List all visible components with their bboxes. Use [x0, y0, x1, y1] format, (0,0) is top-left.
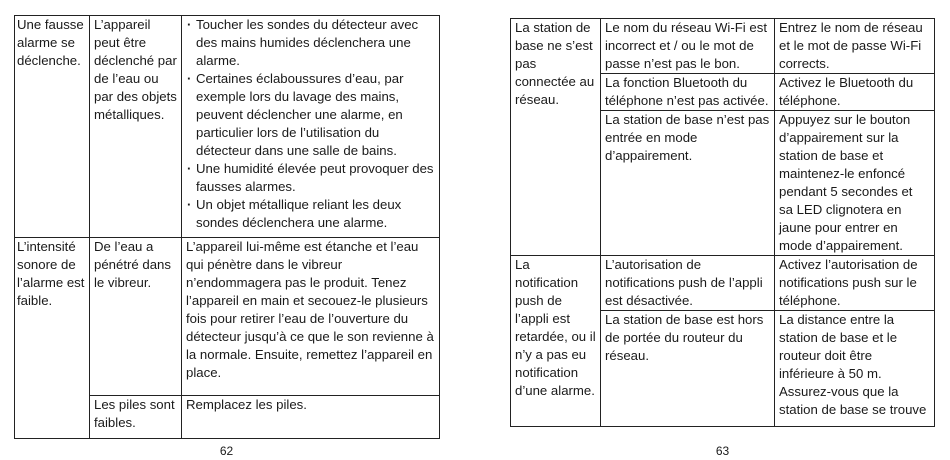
solution-text: Activez l’autorisation de notifications push sur le téléphone. [779, 257, 918, 308]
page-number: 63 [715, 444, 730, 458]
symptom-text: L’intensité sonore de l’alarme est faible. [17, 239, 85, 308]
solution-text: La distance entre la station de base et le routeur doit être inférieure à 50 m. Assurez-vous que la station de base se trouve [779, 312, 927, 417]
solution-cell [775, 256, 935, 311]
solution-cell [182, 238, 440, 396]
table-row [511, 19, 935, 74]
table-row [15, 238, 440, 396]
solution-text: L’appareil lui-même est étanche et l’eau qui pénètre dans le vibreur n’endommagera pas le produit. Tenez l’appareil en main et secouez-le plusieurs fois pour retirer l’eau de l’ouverture du détecteur jusqu’à ce que le son revienne à la normale. Ensuite, remettez l’appareil en place. [186, 239, 434, 380]
solution-cell [182, 16, 440, 238]
symptom-text: La station de base ne s’est pas connectée au réseau. [515, 20, 595, 107]
table-row [15, 16, 440, 238]
cause-text: De l’eau a pénétré dans le vibreur. [94, 239, 171, 290]
cause-cell [601, 256, 775, 311]
list-item: · Un objet métallique reliant les deux sondes déclenchera une alarme. [186, 196, 435, 232]
cause-text: La station de base n’est pas entrée en mode d’appairement. [605, 112, 770, 163]
cause-cell [601, 311, 775, 427]
solution-list [186, 16, 435, 232]
solution-cell [775, 19, 935, 74]
cause-text: Les piles sont faibles. [94, 397, 175, 430]
symptom-cell [15, 238, 90, 439]
troubleshooting-table-right [510, 18, 935, 427]
symptom-cell [511, 19, 601, 256]
list-item: · Toucher les sondes du détecteur avec des mains humides déclenchera une alarme. [186, 16, 435, 70]
cause-cell [90, 16, 182, 238]
solution-text: Entrez le nom de réseau et le mot de passe Wi-Fi corrects. [779, 20, 923, 71]
page-number: 62 [219, 444, 234, 458]
solution-cell [775, 74, 935, 111]
solution-cell [775, 311, 935, 427]
table-row [511, 256, 935, 311]
cause-cell [90, 396, 182, 439]
symptom-cell [15, 16, 90, 238]
cause-text: L’autorisation de notifications push de l’appli est désactivée. [605, 257, 763, 308]
cause-cell [601, 74, 775, 111]
troubleshooting-table-left [14, 15, 440, 439]
solution-text: Remplacez les piles. [186, 397, 307, 412]
solution-text: Activez le Bluetooth du téléphone. [779, 75, 914, 108]
list-item: · Une humidité élevée peut provoquer des fausses alarmes. [186, 160, 435, 196]
solution-text: Appuyez sur le bouton d’appairement sur la station de base et maintenez-le enfoncé pendant 5 secondes et sa LED clignotera en jaune pour entrer en mode d’appairement. [779, 112, 913, 253]
solution-cell [775, 111, 935, 256]
solution-cell [182, 396, 440, 439]
list-item: · Certaines éclaboussures d’eau, par exemple lors du lavage des mains, peuvent déclencher une alarme, en particulier lors de l’utilisation du détecteur dans une salle de bains. [186, 70, 435, 160]
symptom-text: Une fausse alarme se déclenche. [17, 17, 84, 68]
left-page [14, 0, 439, 458]
cause-text: La station de base est hors de portée du routeur du réseau. [605, 312, 764, 363]
cause-text: La fonction Bluetooth du téléphone n’est pas activée. [605, 75, 769, 108]
cause-text: L’appareil peut être déclenché par de l’eau ou par des objets métalliques. [94, 17, 177, 122]
cause-cell [601, 19, 775, 74]
symptom-cell [511, 256, 601, 427]
symptom-text: La notification push de l’appli est retardée, ou il n’y a pas eu notification d’une alarme. [515, 257, 596, 398]
cause-text: Le nom du réseau Wi-Fi est incorrect et / ou le mot de passe n’est pas le bon. [605, 20, 767, 71]
cause-cell [601, 111, 775, 256]
cause-cell [90, 238, 182, 396]
right-page [510, 0, 935, 458]
